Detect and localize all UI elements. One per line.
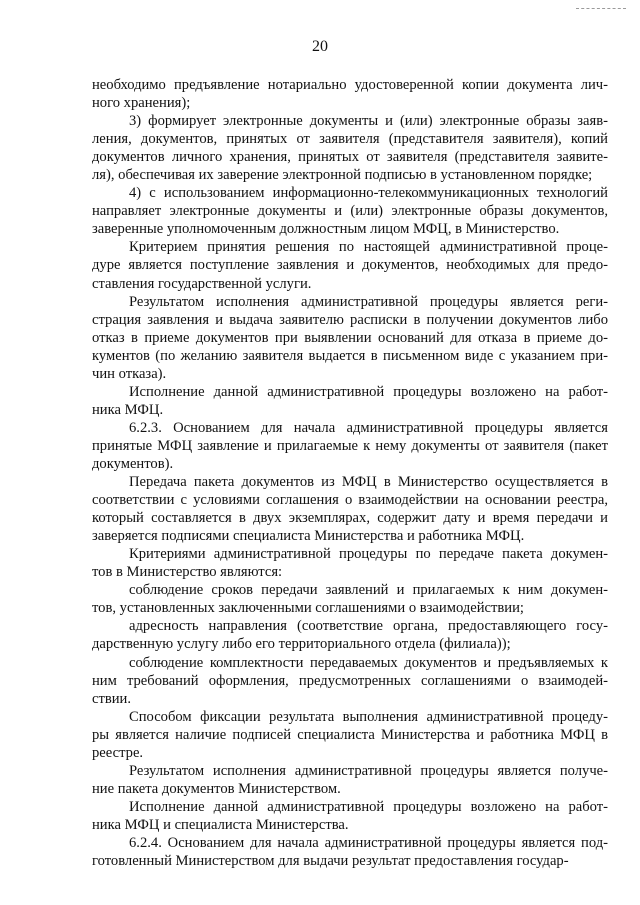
text-line: страция заявления и выдача заявителю расписки в получении документов либо [92,311,608,328]
text-line: Критериями административной процедуры по передаче пакета докумен- [129,546,608,563]
text-line: ствии. [92,690,132,707]
text-line: 6.2.4. Основанием для начала административной процедуры является под- [129,834,608,851]
text-line: направляет электронные документы и (или) электронные образы документов, [92,203,608,220]
text-line: соответствии с условиями соглашения о взаимодействии на основании реестра, [92,492,608,509]
text-line: ника МФЦ и специалиста Министерства. [92,816,349,833]
text-line: Способом фиксации результата выполнения административной процеду- [129,708,608,725]
text-line: кументов (по желанию заявителя выдается в письменном виде с указанием при- [92,347,608,364]
text-line: реестре. [92,744,144,761]
text-line: ного хранения); [92,95,191,112]
paragraph [92,383,608,419]
text-line: 4) с использованием информационно-телекоммуникационных технологий [129,185,608,202]
text-line: Результатом исполнения административной процедуры является получе- [129,762,608,779]
text-line: отказ в приеме документов при выявлении оснований для отказа в приеме до- [92,329,608,346]
text-line: заверенные уполномоченным должностным лицом МФЦ, в Министерство. [92,221,560,238]
text-line: ры является наличие подписей специалиста Министерства и работника МФЦ в [92,726,608,743]
text-line: Критерием принятия решения по настоящей административной проце- [129,239,608,256]
text-line: ним требований оформления, предусмотренных соглашениями о взаимодей- [92,672,608,689]
paragraph [92,834,608,870]
text-line: дарственную услугу либо его территориального отдела (филиала)); [92,636,511,653]
text-line: адресность направления (соответствие органа, предоставляющего госу- [129,618,608,635]
paragraph [92,617,608,653]
paragraph [92,581,608,617]
text-line: ля), обеспечивая их заверение электронной подписью в установленном порядке; [92,167,593,184]
text-line: ления, документов, принятых от заявителя (представителя заявителя), копий [92,131,608,148]
paragraph [92,112,608,184]
paragraph [92,238,608,292]
paragraph [92,419,608,473]
paragraph [92,184,608,238]
text-line: ние пакета документов Министерством. [92,780,341,797]
text-line: чин отказа). [92,365,167,382]
text-line: 6.2.3. Основанием для начала административной процедуры является [129,419,608,436]
text-line: ставления государственной услуги. [92,275,312,292]
paragraph [92,293,608,383]
text-line: документов). [92,455,174,472]
text-line: Исполнение данной административной процедуры возложено на работ- [129,383,608,400]
text-line: готовленный Министерством для выдачи результат предоставления государ- [92,853,569,870]
paragraph [92,76,608,112]
paragraph [92,654,608,708]
text-line: тов в Министерство являются: [92,564,283,581]
paragraph [92,798,608,834]
text-line: который составляется в двух экземплярах, содержит дату и время передачи и [92,510,608,527]
text-line: Передача пакета документов из МФЦ в Министерство осуществляется в [129,474,608,491]
text-line: соблюдение комплектности передаваемых документов и предъявляемых к [129,654,608,671]
corner-scan-mark [576,8,626,9]
text-line: Исполнение данной административной процедуры возложено на работ- [129,798,608,815]
text-line: соблюдение сроков передачи заявлений и прилагаемых к ним докумен- [129,582,608,599]
document-body [92,76,608,870]
paragraph [92,473,608,545]
paragraph [92,762,608,798]
paragraph [92,708,608,762]
text-line: 3) формирует электронные документы и (или) электронные образы заяв- [129,113,608,130]
paragraph [92,545,608,581]
text-line: принятые МФЦ заявление и прилагаемые к нему документы от заявителя (пакет [92,437,608,454]
text-line: Результатом исполнения административной процедуры является реги- [129,293,608,310]
text-line: необходимо предъявление нотариально удостоверенной копии документа лич- [92,77,608,93]
text-line: дуре является поступление заявления и документов, необходимых для предо- [92,257,608,274]
text-line: заверяется подписями специалиста Министерства и работника МФЦ. [92,528,525,545]
text-line: документов личного хранения, принятых от заявителя (представителя заявите- [92,149,608,166]
text-line: тов, установленных заключенными соглашениями о взаимодействии; [92,600,524,617]
page-number: 20 [312,38,328,55]
text-line: ника МФЦ. [92,401,164,418]
